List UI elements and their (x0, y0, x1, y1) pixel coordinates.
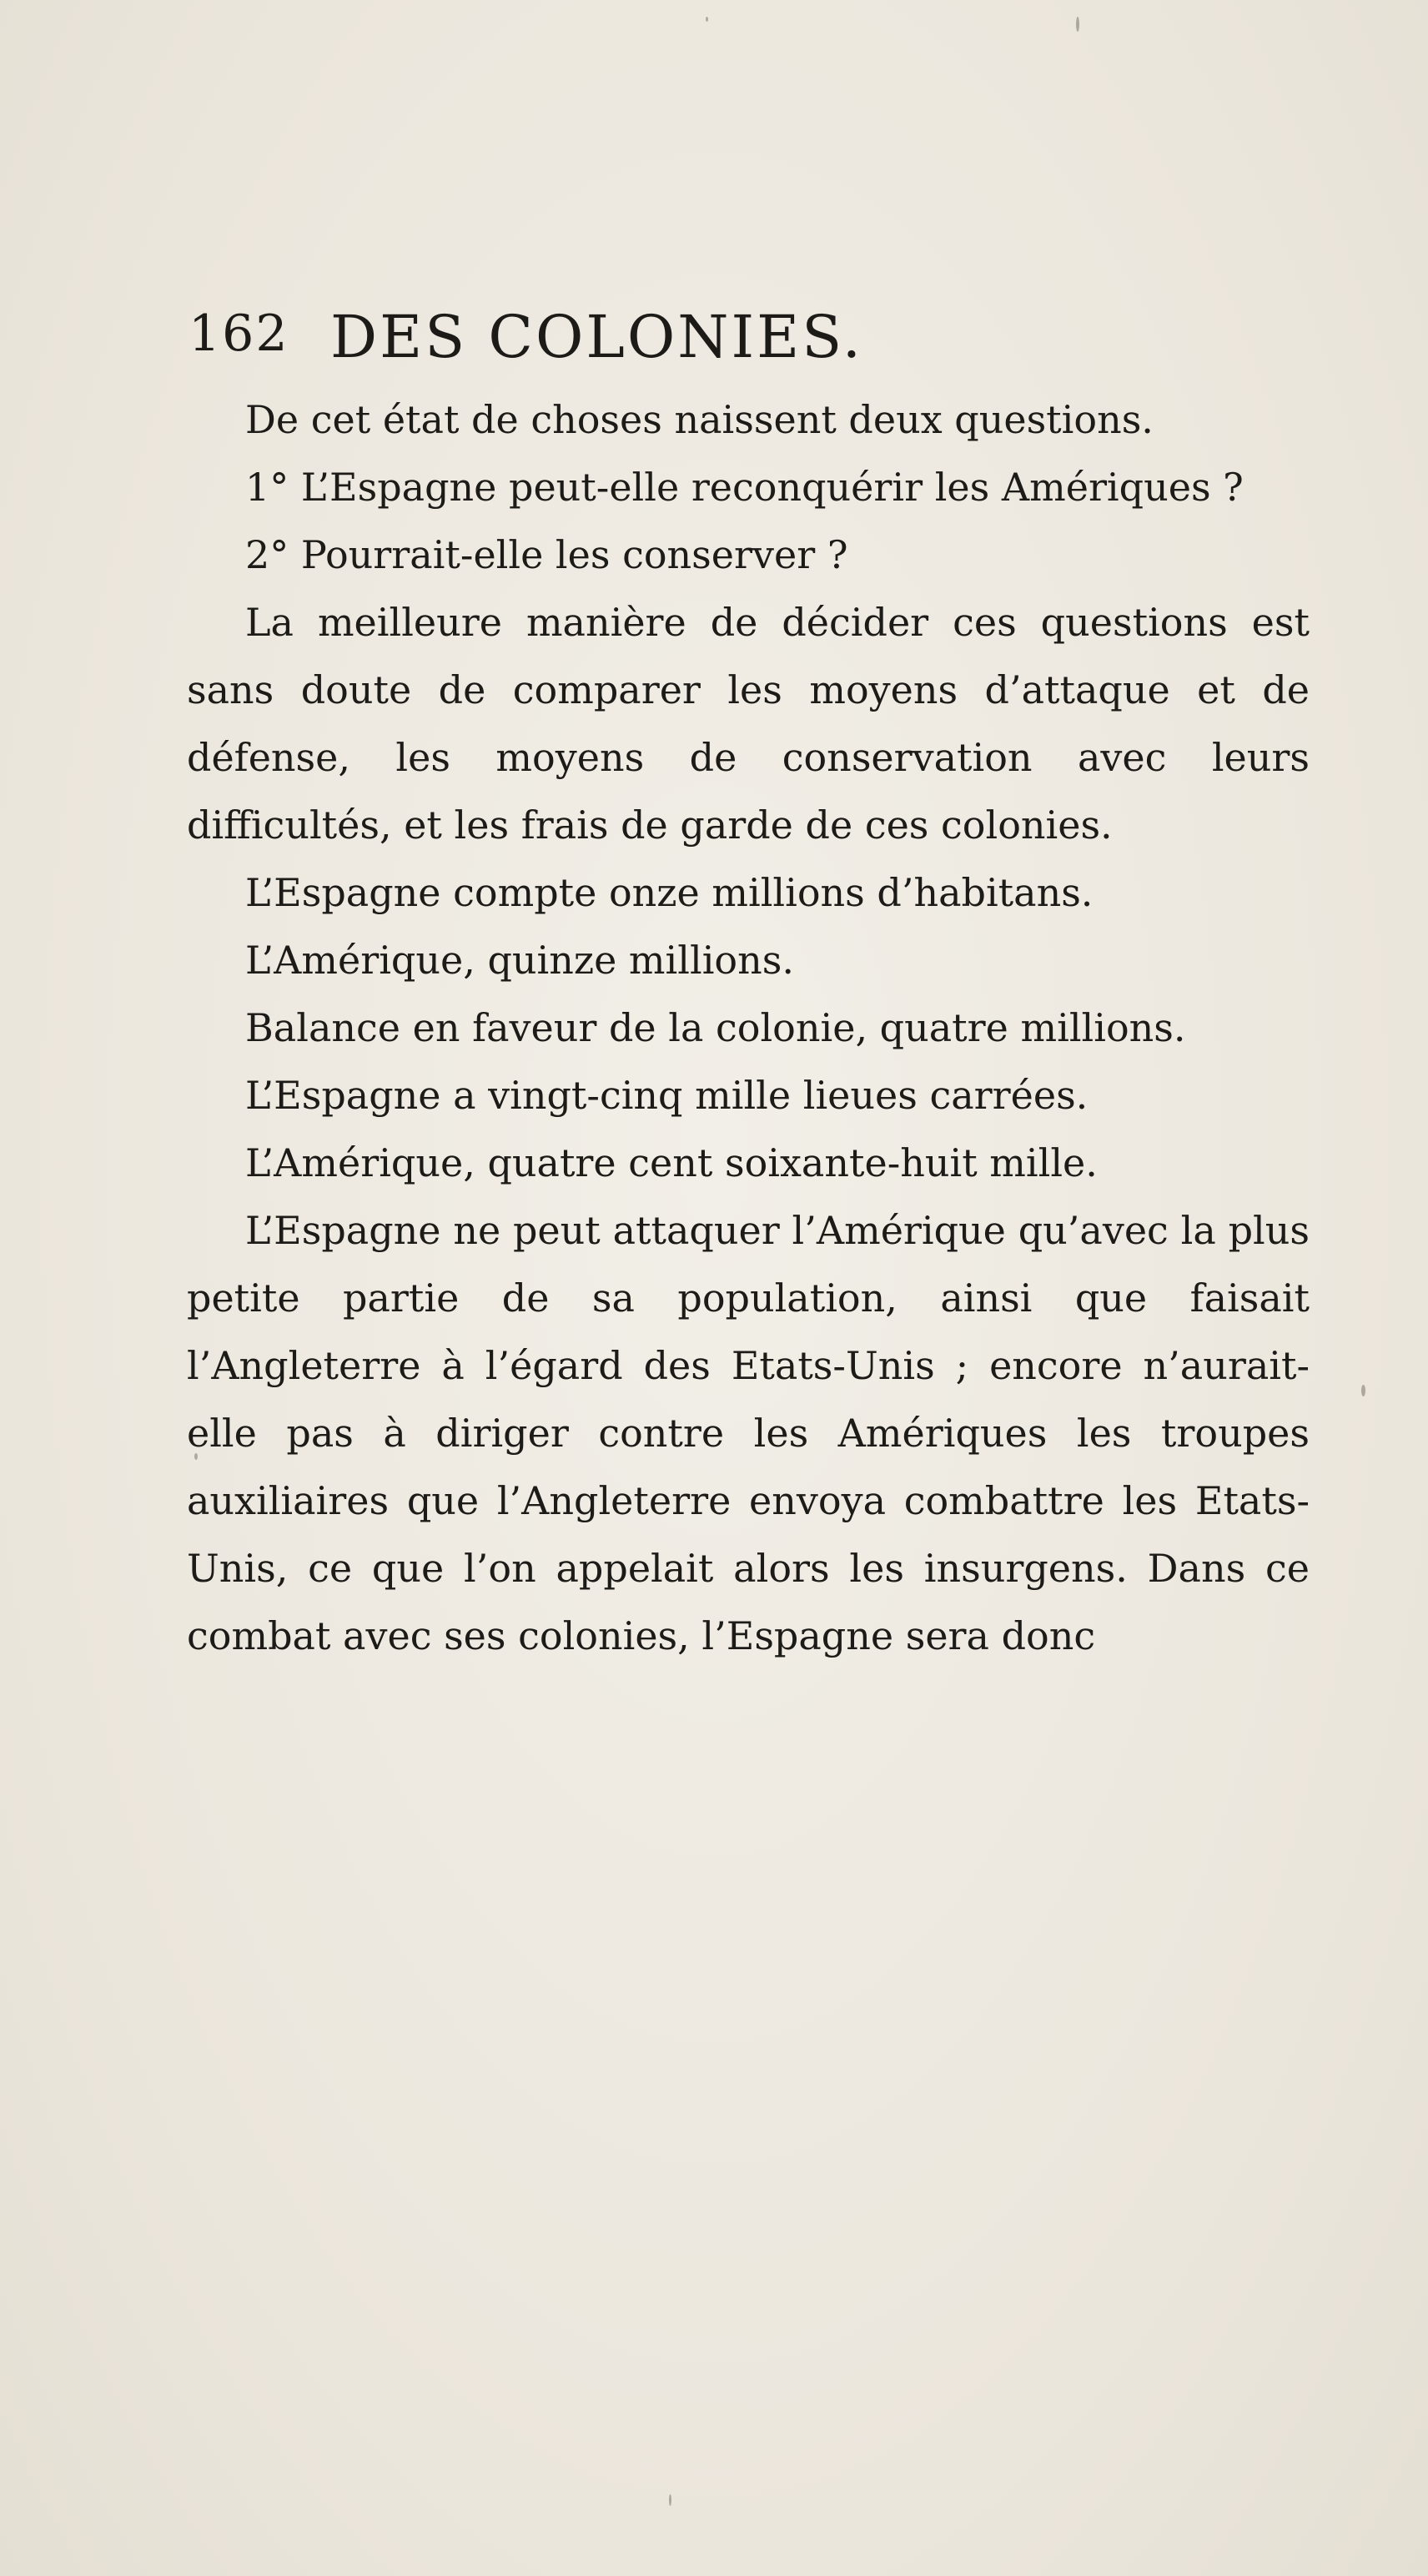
paragraph: L’Espagne ne peut attaquer l’Amérique qu’avec la plus petite partie de sa population, ainsi que faisait l’Angleterre à l’égard des Etats-Unis ; encore n’aurait-elle pas à diriger contre les Amériques les troupes auxiliaires que l’Angleterre envoya combattre les Etats-Unis, ce que l’on appelait alors les insurgens. Dans ce combat avec ses colonies, l’Espagne sera donc (187, 1208, 1310, 1658)
paper-speck (1076, 17, 1079, 32)
paragraph: 1° L’Espagne peut-elle reconquérir les Amériques ? (245, 465, 1244, 510)
paragraph: L’Amérique, quinze millions. (245, 938, 794, 983)
paragraph: Balance en faveur de la colonie, quatre millions. (245, 1005, 1186, 1050)
body-text (187, 386, 1310, 1670)
paper-speck (706, 17, 708, 22)
paragraph: L’Espagne a vingt-cinq mille lieues carrées. (245, 1073, 1089, 1118)
page-number: 162 (189, 304, 289, 363)
paragraph: L’Amérique, quatre cent soixante-huit mille. (245, 1140, 1098, 1185)
paragraph: De cet état de choses naissent deux questions. (245, 397, 1154, 442)
paragraph: La meilleure manière de décider ces questions est sans doute de comparer les moyens d’attaque et de défense, les moyens de conservation avec leurs difficultés, et les frais de garde de ces colonies. (187, 600, 1310, 848)
paper-speck (1361, 1385, 1365, 1396)
running-head: DES COLONIES. (330, 303, 863, 371)
paper-speck (669, 2494, 671, 2506)
page-header (189, 304, 1273, 380)
paragraph: 2° Pourrait-elle les conserver ? (245, 532, 848, 577)
paragraph: L’Espagne compte onze millions d’habitans. (245, 870, 1094, 915)
